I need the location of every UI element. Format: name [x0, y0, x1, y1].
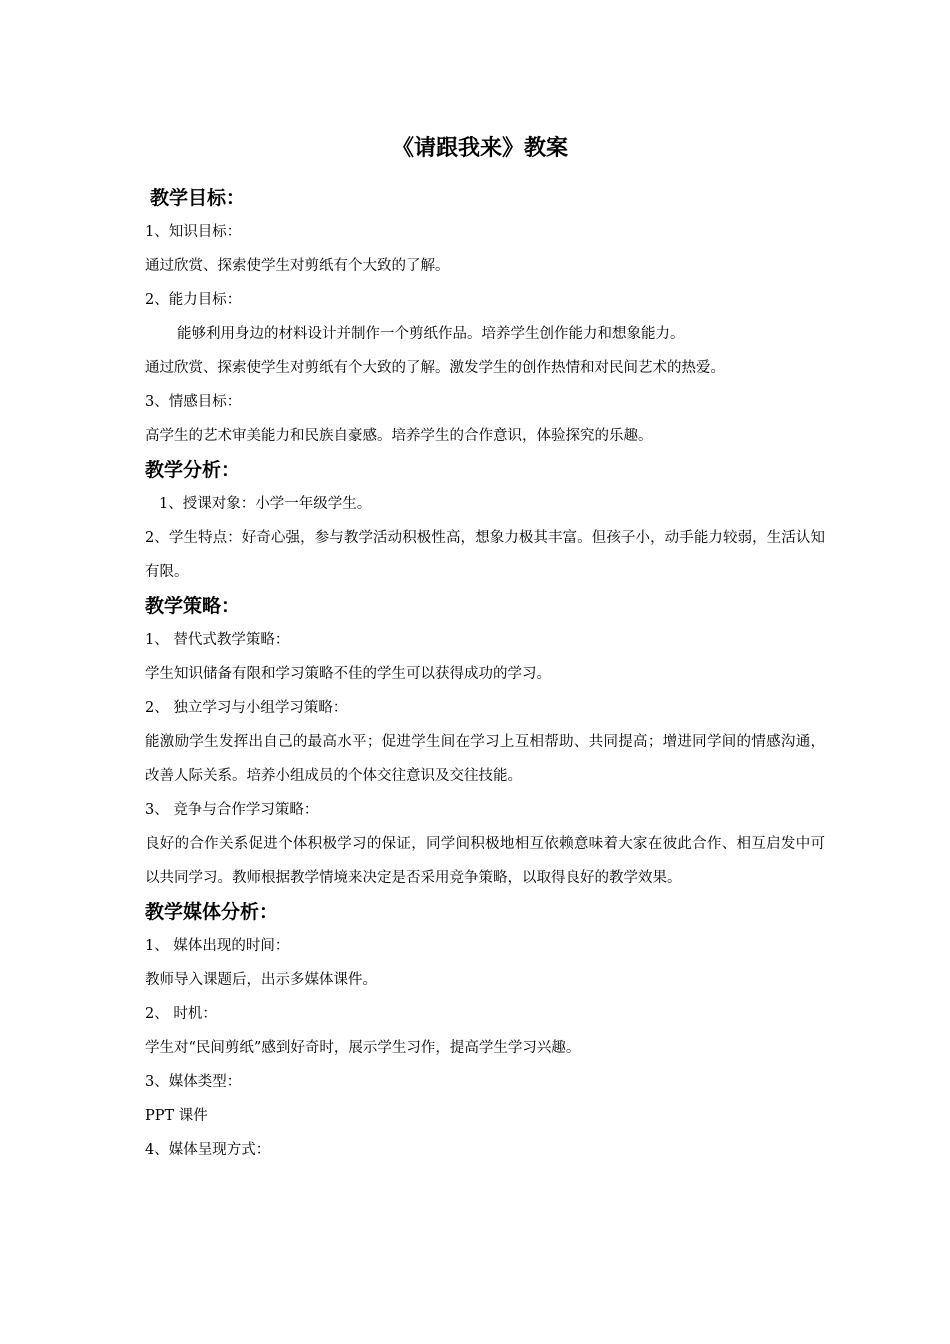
media-line-5: 3、媒体类型：	[145, 1074, 242, 1090]
media-line-3: 2、 时机：	[145, 1006, 217, 1022]
analysis-line-2: 2、学生特点：好奇心强，参与教学活动积极性高，想象力极其丰富。但孩子小，动手能力较弱，生活认知有限。	[145, 530, 825, 580]
goals-line-1: 1、知识目标：	[145, 224, 242, 240]
media-line-7: 4、媒体呈现方式：	[145, 1142, 271, 1158]
section-heading-goals: 教学目标：	[150, 187, 246, 209]
document-title: 《请跟我来》教案	[391, 135, 568, 161]
document-body	[145, 128, 825, 1167]
strategy-line-6: 良好的合作关系促进个体积极学习的保证，同学间积极地相互依赖意味着大家在彼此合作、相互启发中可以共同学习。教师根据教学情境来决定是否采用竞争策略，以取得良好的教学效果。	[145, 836, 825, 886]
strategy-line-3: 2、 独立学习与小组学习策略：	[145, 700, 348, 716]
media-line-2: 教师导入课题后，出示多媒体课件。	[145, 972, 377, 988]
strategy-line-1: 1、 替代式教学策略：	[145, 632, 290, 648]
goals-line-3: 2、能力目标：	[145, 292, 242, 308]
goals-line-7: 高学生的艺术审美能力和民族自豪感。培养学生的合作意识，体验探究的乐趣。	[145, 428, 653, 444]
strategy-line-2: 学生知识储备有限和学习策略不佳的学生可以获得成功的学习。	[145, 666, 551, 682]
goals-line-4: 能够利用身边的材料设计并制作一个剪纸作品。培养学生创作能力和想象能力。	[177, 326, 685, 342]
goals-line-2: 通过欣赏、探索使学生对剪纸有个大致的了解。	[145, 258, 450, 274]
section-heading-media: 教学媒体分析：	[145, 901, 279, 923]
media-line-4: 学生对“民间剪纸”感到好奇时，展示学生习作，提高学生学习兴趣。	[145, 1040, 581, 1056]
media-line-1: 1、 媒体出现的时间：	[145, 938, 290, 954]
strategy-line-5: 3、 竞争与合作学习策略：	[145, 802, 319, 818]
media-line-6: PPT 课件	[145, 1108, 208, 1124]
goals-line-6: 3、情感目标：	[145, 394, 242, 410]
analysis-line-1: 1、授课对象：小学一年级学生。	[159, 496, 372, 512]
section-heading-strategy: 教学策略：	[145, 595, 241, 617]
strategy-line-4: 能激励学生发挥出自己的最高水平；促进学生间在学习上互相帮助、共同提高；增进同学间的情感沟通，改善人际关系。培养小组成员的个体交往意识及交往技能。	[145, 734, 825, 784]
goals-line-5: 通过欣赏、探索使学生对剪纸有个大致的了解。激发学生的创作热情和对民间艺术的热爱。	[145, 360, 725, 376]
section-heading-analysis: 教学分析：	[145, 459, 241, 481]
